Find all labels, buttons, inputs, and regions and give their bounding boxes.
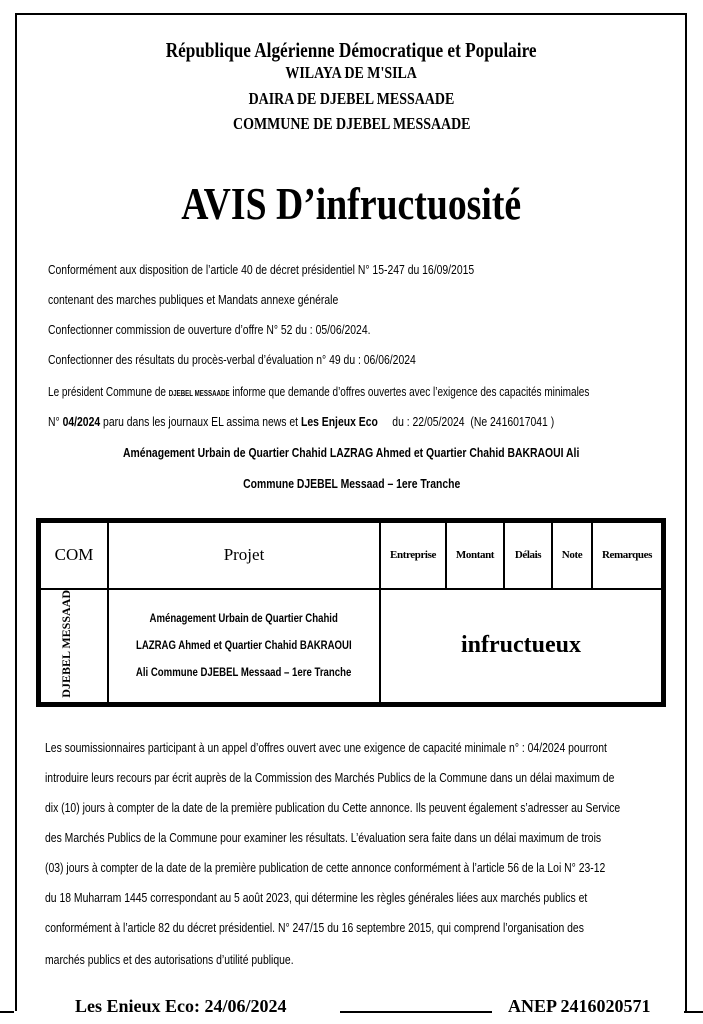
intro-line: contenant des marches publiques et Mandats annexe générale — [48, 292, 339, 307]
header-entreprise: Entreprise — [380, 521, 446, 589]
header-remarques: Remarques — [592, 521, 664, 589]
footer-rule — [340, 1011, 492, 1013]
footer-rule — [684, 1011, 703, 1013]
body-line: (03) jours à compter de la date de la première publication de cette annonce conformément à l’article 56 de la Loi N° 23-12 — [45, 860, 606, 875]
text: paru dans les journaux EL assima news et — [100, 414, 301, 429]
commune-label: DJEBEL MESSAAD — [59, 589, 73, 698]
header-commune: COMMUNE DE DJEBEL MESSAADE — [232, 114, 471, 133]
table-header-row — [39, 521, 664, 589]
body-line: des Marchés Publics de la Commune pour examiner les résultats. L’évaluation sera faite dans un délai maximum de trois — [45, 830, 602, 845]
frame-border-top — [15, 13, 687, 15]
footer-anep-reference: ANEP 2416020571 — [508, 996, 651, 1016]
text: N° — [48, 414, 63, 429]
project-subtitle: Commune DJEBEL Messaad – 1ere Tranche — [242, 476, 461, 491]
cell-projet — [108, 589, 380, 705]
header-wilaya: WILAYA DE M'SILA — [285, 63, 418, 82]
project-title: Aménagement Urbain de Quartier Chahid LAZRAG Ahmed et Quartier Chahid BAKRAOUI Ali — [123, 445, 580, 460]
text: informe que demande d’offres ouvertes avec l’exigence des capacités minimales — [229, 384, 590, 399]
header-com: COM — [39, 521, 109, 589]
cell-com — [39, 589, 109, 705]
project-line: LAZRAG Ahmed et Quartier Chahid BAKRAOUI — [136, 638, 352, 653]
frame-border-left — [15, 13, 17, 1011]
body-line: introduire leurs recours par écrit auprès de la Commission des Marchés Publics de la Commune dans un délai maximum de — [45, 770, 615, 785]
project-line: Ali Commune DJEBEL Messaad – 1ere Tranche — [136, 665, 352, 680]
newspaper-name: Les Enjeux Eco — [300, 414, 378, 429]
commune-name: DJEBEL MESSAADE — [168, 389, 230, 398]
footer-rule — [0, 1011, 14, 1013]
body-line: conformément à l’article 82 du décret présidentiel. N° 247/15 du 16 septembre 2015, qui comprend l’organisation des — [45, 920, 584, 935]
text: du : 22/05/2024 (Ne 2416017041 ) — [377, 414, 555, 429]
tender-number: 04/2024 — [62, 414, 101, 429]
project-line: Aménagement Urbain de Quartier Chahid — [149, 611, 339, 626]
body-line: Les soumissionnaires participant à un appel d’offres ouvert avec une exigence de capacité minimale n° : 04/2024 pourront — [45, 740, 607, 755]
header-projet: Projet — [108, 521, 380, 589]
intro-line: Confectionner des résultats du procès-verbal d’évaluation n° 49 du : 06/06/2024 — [48, 352, 416, 367]
body-line: marchés publics et des autorisations d’utilité publique. — [45, 952, 294, 967]
text: Le président Commune de — [48, 384, 169, 399]
frame-border-right — [685, 13, 687, 1011]
body-line: du 18 Muharram 1445 correspondant au 5 août 2023, qui détermine les règles générales liées aux marchés publics et — [45, 890, 588, 905]
header-delais: Délais — [504, 521, 552, 589]
page-title: AVIS D’infructuosité — [181, 178, 522, 229]
header-montant: Montant — [446, 521, 504, 589]
intro-line: Conformément aux disposition de l’article 40 de décret présidentiel N° 15-247 du 16/09/2015 — [48, 262, 475, 277]
header-daira: DAIRA DE DJEBEL MESSAADE — [248, 89, 455, 108]
results-table — [36, 518, 666, 707]
table-row — [39, 589, 664, 705]
header-note: Note — [552, 521, 592, 589]
intro-line — [48, 414, 554, 429]
intro-line — [48, 384, 589, 399]
result-status: infructueux — [380, 589, 664, 705]
intro-line: Confectionner commission de ouverture d’offre N° 52 du : 05/06/2024. — [48, 322, 371, 337]
header-republic: République Algérienne Démocratique et Populaire — [166, 38, 537, 62]
footer-publication: Les Enieux Eco: 24/06/2024 — [75, 996, 287, 1016]
body-line: dix (10) jours à compter de la date de la première publication du Cette annonce. Ils peuvent également s’adresser au Service — [45, 800, 621, 815]
